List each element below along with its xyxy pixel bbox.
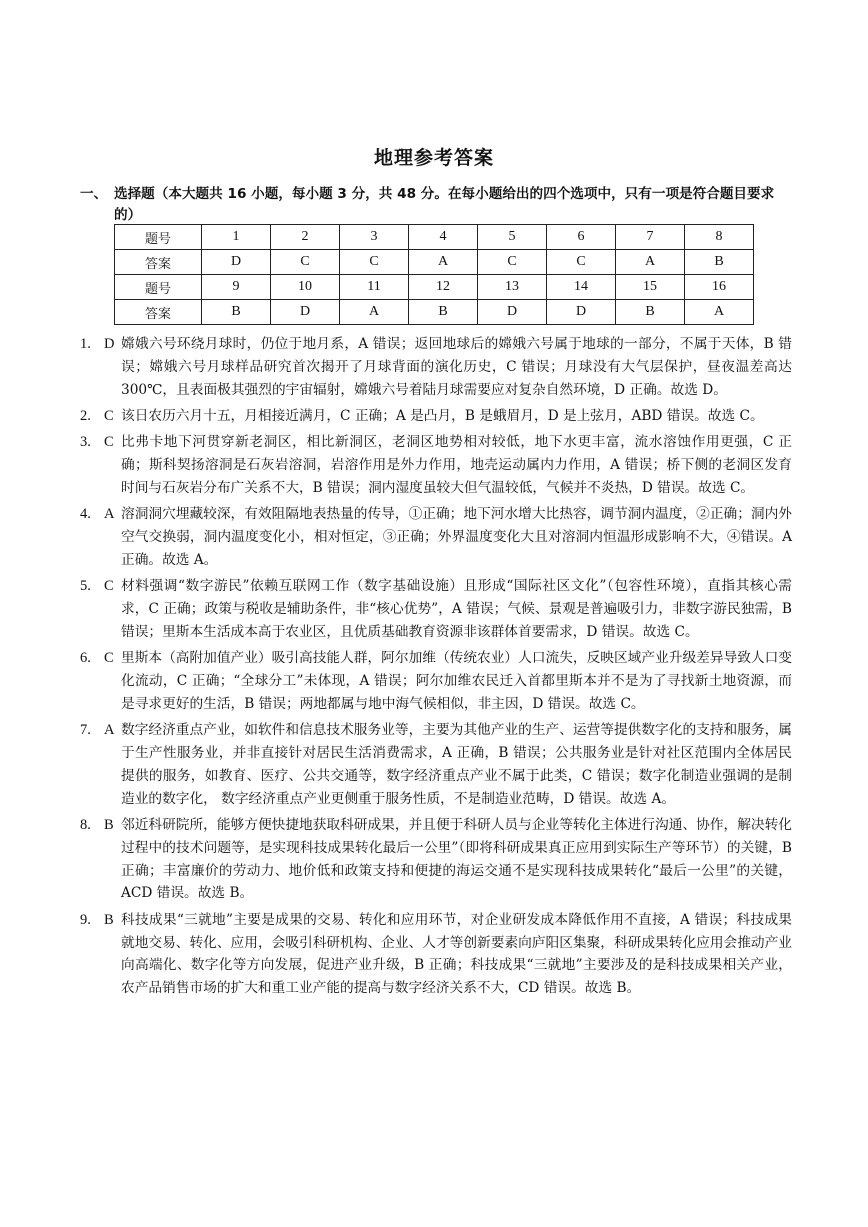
question-number-row-label: 题号 — [115, 225, 202, 250]
question-number-cell: 5 — [478, 225, 547, 250]
answer-letter: B — [104, 911, 114, 928]
question-number-cell: 3 — [340, 225, 409, 250]
answer-cell: C — [271, 250, 340, 275]
answer-cell: D — [547, 300, 616, 325]
page-title: 地理参考答案 — [373, 147, 494, 169]
answer-cell: C — [478, 250, 547, 275]
answer-table-answer-row — [115, 250, 754, 275]
answer-cell: D — [202, 250, 271, 275]
question-number-cell: 11 — [340, 275, 409, 300]
answer-table-question-number-row — [115, 225, 754, 250]
explanation-item — [80, 333, 792, 401]
question-number-cell: 9 — [202, 275, 271, 300]
question-number-cell: 12 — [409, 275, 478, 300]
explanation-text: 数字经济重点产业，如软件和信息技术服务业等，主要为其他产业的生产、运营等提供数字化的支持和服务，属于生产性服务业，并非直接针对居民生活消费需求，A 正确，B 错误；公共服务业是针对社区范围内全体居民提供的服务，如教育、医疗、公共交通等，数字经济重点产业不属于此类，C 错误；数字化制造业强调的是制造业的数字化， 数字经济重点产业更侧重于服务性质，不是制造业范畴，D 错误。故选 A。 — [121, 722, 792, 807]
answer-letter: C — [104, 578, 114, 595]
question-number: 2. — [80, 407, 91, 424]
answer-cell: B — [616, 300, 685, 325]
answer-letter: C — [104, 407, 114, 424]
answer-cell: C — [547, 250, 616, 275]
explanation-text: 该日农历六月十五，月相接近满月，C 正确；A 是凸月，B 是蛾眉月，D 是上弦月，ABD 错误。故选 C。 — [121, 407, 764, 424]
answer-cell: A — [409, 250, 478, 275]
explanation-item — [80, 575, 792, 643]
question-number-cell: 16 — [685, 275, 754, 300]
question-number-cell: 15 — [616, 275, 685, 300]
explanation-item — [80, 647, 792, 715]
answer-cell: B — [409, 300, 478, 325]
answer-letter: B — [104, 817, 114, 834]
section-number: 一、 — [80, 186, 108, 202]
question-number-row-label: 题号 — [115, 275, 202, 300]
question-number: 6. — [80, 650, 91, 667]
question-number-cell: 14 — [547, 275, 616, 300]
explanation-item — [80, 719, 792, 810]
question-number-cell: 8 — [685, 225, 754, 250]
explanation-text: 溶洞洞穴埋藏较深，有效阻隔地表热量的传导，①正确；地下河水增大比热容，调节洞内温度，②正确；洞内外空气交换弱，洞内温度变化小，相对恒定，③正确；外界温度变化大且对溶洞内恒温形成影响不大，④错误。A 正确。故选 A。 — [121, 506, 792, 568]
explanation-text: 材料强调“数字游民”依赖互联网工作（数字基础设施）且形成“国际社区文化”（包容性环境），直指其核心需求，C 正确；政策与税收是辅助条件，非“核心优势”，A 错误；气候、景观是普遍吸引力，非数字游民独需，B 错误；里斯本生活成本高于农业区，且优质基础教育资源非该群体首要需求，D 错误。故选 C。 — [121, 578, 792, 640]
question-number: 7. — [80, 722, 91, 739]
answer-cell: A — [616, 250, 685, 275]
question-number-cell: 2 — [271, 225, 340, 250]
explanation-text: 科技成果“三就地”主要是成果的交易、转化和应用环节，对企业研发成本降低作用不直接，A 错误；科技成果就地交易、转化、应用，会吸引科研机构、企业、人才等创新要素向庐阳区集聚，科研成果转化应用会推动产业向高端化、数字化等方向发展，促进产业升级，B 正确；科技成果“三就地”主要涉及的是科技成果相关产业，农产品销售市场的扩大和重工业产能的提高与数字经济关系不大，CD 错误。故选 B。 — [121, 911, 792, 997]
question-number: 1. — [80, 336, 91, 352]
question-number-cell: 6 — [547, 225, 616, 250]
question-number-cell: 1 — [202, 225, 271, 250]
question-number: 3. — [80, 434, 91, 451]
answer-cell: B — [202, 300, 271, 325]
answer-letter: C — [104, 434, 114, 451]
question-number-cell: 7 — [616, 225, 685, 250]
answer-letter: A — [104, 506, 115, 523]
question-number-cell: 13 — [478, 275, 547, 300]
section-heading-text: 选择题（本大题共 16 小题，每小题 3 分，共 48 分。在每小题给出的四个选项中，只有一项是符合题目要求的） — [114, 186, 775, 223]
answer-cell: A — [340, 300, 409, 325]
question-number: 8. — [80, 817, 91, 834]
answer-cell: D — [271, 300, 340, 325]
answer-table-answer-row — [115, 300, 754, 325]
answer-row-label: 答案 — [115, 250, 202, 275]
answer-cell: C — [340, 250, 409, 275]
explanation-text: 比弗卡地下河贯穿新老洞区，相比新洞区，老洞区地势相对较低，地下水更丰富，流水溶蚀作用更强，C 正确；斯科契扬溶洞是石灰岩溶洞，岩溶作用是外力作用，地壳运动属内力作用，A 错误；桥下侧的老洞区发育时间与石灰岩分布广关系不大，B 错误；洞内湿度虽较大但气温较低，气候并不炎热，D 错误。故选 C。 — [121, 434, 792, 496]
explanation-text: 里斯本（高附加值产业）吸引高技能人群，阿尔加维（传统农业）人口流失，反映区域产业升级差异导致人口变化流动，C 正确；“全球分工”未体现，A 错误；阿尔加维农民迁入首都里斯本并不是为了寻找新土地资源，而是寻求更好的生活，B 错误；两地都属与地中海气候相似，非主因，D 错误。故选 C。 — [121, 650, 792, 712]
answer-cell: A — [685, 300, 754, 325]
explanation-item — [80, 405, 792, 428]
answer-row-label: 答案 — [115, 300, 202, 325]
question-number-cell: 10 — [271, 275, 340, 300]
answer-cell: B — [685, 250, 754, 275]
explanation-item — [80, 503, 792, 571]
answer-letter: D — [104, 336, 115, 352]
answer-letter: A — [104, 722, 115, 739]
question-number-cell: 4 — [409, 225, 478, 250]
explanation-item — [80, 909, 792, 1000]
question-number: 4. — [80, 506, 91, 523]
question-number: 9. — [80, 911, 91, 928]
explanation-item — [80, 431, 792, 499]
answer-letter: C — [104, 650, 114, 667]
answer-table — [114, 224, 754, 325]
section-heading — [80, 184, 792, 226]
explanation-text: 邻近科研院所，能够方便快捷地获取科研成果，并且便于科研人员与企业等转化主体进行沟通、协作，解决转化过程中的技术问题等，是实现科技成果转化最后一公里”（即将科研成果真正应用到实际生产等环节）的关键，B 正确；丰富廉价的劳动力、地价低和政策支持和便捷的海运交通不是实现科技成果转化“最后一公里”的关键，ACD 错误。故选 B。 — [121, 817, 792, 902]
question-number: 5. — [80, 578, 91, 595]
explanation-list — [80, 333, 792, 1004]
answer-cell: D — [478, 300, 547, 325]
explanation-text: 嫦娥六号环绕月球时，仍位于地月系，A 错误；返回地球后的嫦娥六号属于地球的一部分，不属于天体，B 错误；嫦娥六号月球样品研究首次揭开了月球背面的演化历史，C 错误；月球没有大气层保护，昼夜温差高达 300℃，且表面极其强烈的宇宙辐射，嫦娥六号着陆月球需要应对复杂自然环境，D 正确。故选 D。 — [121, 336, 792, 398]
explanation-item — [80, 814, 792, 905]
answer-table-question-number-row — [115, 275, 754, 300]
